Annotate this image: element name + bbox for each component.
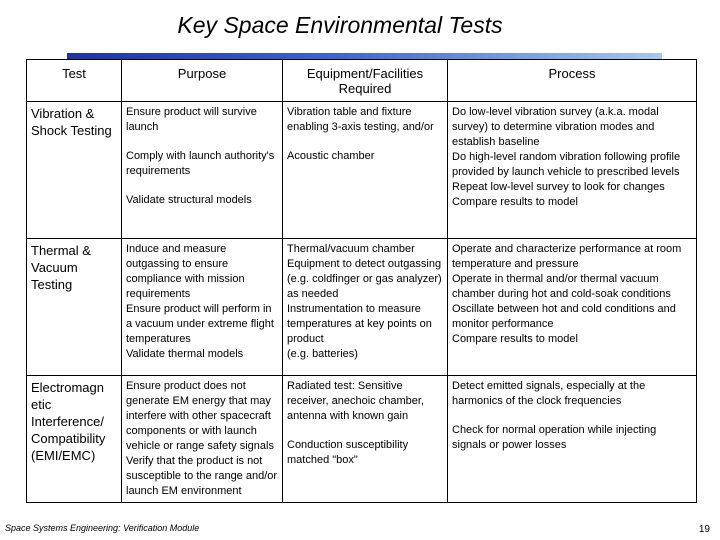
purpose-cell xyxy=(122,376,283,503)
page-number: 19 xyxy=(698,524,710,535)
process-item: Detect emitted signals, especially at the harmonics of the clock frequencies xyxy=(452,380,646,407)
process-cell xyxy=(448,376,697,503)
process-item: Operate and characterize performance at room temperature and pressure xyxy=(452,243,682,270)
purpose-item: Ensure product will survive launch xyxy=(126,106,257,133)
process-item: Do low-level vibration survey (a.k.a. modal survey) to determine vibration modes and establish baseline xyxy=(452,106,659,148)
equipment-item: Conduction susceptibility matched "box" xyxy=(287,439,409,466)
header-equipment: Equipment/Facilities Required xyxy=(283,60,448,102)
purpose-item: Verify that the product is not susceptible to the range and/or launch EM environment xyxy=(126,455,278,497)
process-item: Compare results to model xyxy=(452,333,578,345)
process-item: Do high-level random vibration following profile provided by launch vehicle to prescribed levels xyxy=(452,151,681,178)
purpose-item: Comply with launch authority's requirements xyxy=(126,150,275,177)
header-test: Test xyxy=(27,60,122,102)
equipment-item: (e.g. batteries) xyxy=(287,348,358,360)
purpose-item: Ensure product will perform in a vacuum under extreme flight temperatures xyxy=(126,303,274,345)
equipment-item: Equipment to detect outgassing (e.g. coldfinger or gas analyzer) as needed xyxy=(287,258,442,300)
test-name: Electromagn etic Interference/ Compatibility (EMI/EMC) xyxy=(27,376,122,503)
equipment-item: Acoustic chamber xyxy=(287,150,375,162)
process-item: Check for normal operation while injecting signals or power losses xyxy=(452,424,657,451)
equipment-cell xyxy=(283,376,448,503)
process-cell xyxy=(448,239,697,376)
table-row xyxy=(27,376,697,503)
table-row xyxy=(27,239,697,376)
header-process: Process xyxy=(448,60,697,102)
environmental-tests-table xyxy=(26,59,697,503)
table-row xyxy=(27,102,697,239)
process-item: Oscillate between hot and cold conditions and monitor performance xyxy=(452,303,676,330)
test-name: Vibration & Shock Testing xyxy=(27,102,122,239)
slide-title: Key Space Environmental Tests xyxy=(177,12,503,38)
purpose-item: Validate structural models xyxy=(126,194,252,206)
purpose-item: Validate thermal models xyxy=(126,348,244,360)
footer-text: Space Systems Engineering: Verification Module xyxy=(5,523,200,533)
equipment-item: Instrumentation to measure temperatures at key points on product xyxy=(287,303,432,345)
equipment-cell xyxy=(283,102,448,239)
purpose-cell xyxy=(122,239,283,376)
equipment-cell xyxy=(283,239,448,376)
purpose-item: Induce and measure outgassing to ensure compliance with mission requirements xyxy=(126,243,245,300)
table-header-row xyxy=(27,60,697,102)
purpose-cell xyxy=(122,102,283,239)
purpose-item: Ensure product does not generate EM energy that may interfere with other spacecraft components or with launch vehicle or range safety signals xyxy=(126,380,274,452)
test-name: Thermal & Vacuum Testing xyxy=(27,239,122,376)
equipment-item: Thermal/vacuum chamber xyxy=(287,243,415,255)
equipment-item: Vibration table and fixture enabling 3-axis testing, and/or xyxy=(287,106,434,133)
process-item: Operate in thermal and/or thermal vacuum chamber during hot and cold-soak conditions xyxy=(452,273,671,300)
process-cell xyxy=(448,102,697,239)
header-purpose: Purpose xyxy=(122,60,283,102)
equipment-item: Radiated test: Sensitive receiver, anechoic chamber, antenna with known gain xyxy=(287,380,424,422)
process-item: Repeat low-level survey to look for changes xyxy=(452,181,665,193)
process-item: Compare results to model xyxy=(452,196,578,208)
